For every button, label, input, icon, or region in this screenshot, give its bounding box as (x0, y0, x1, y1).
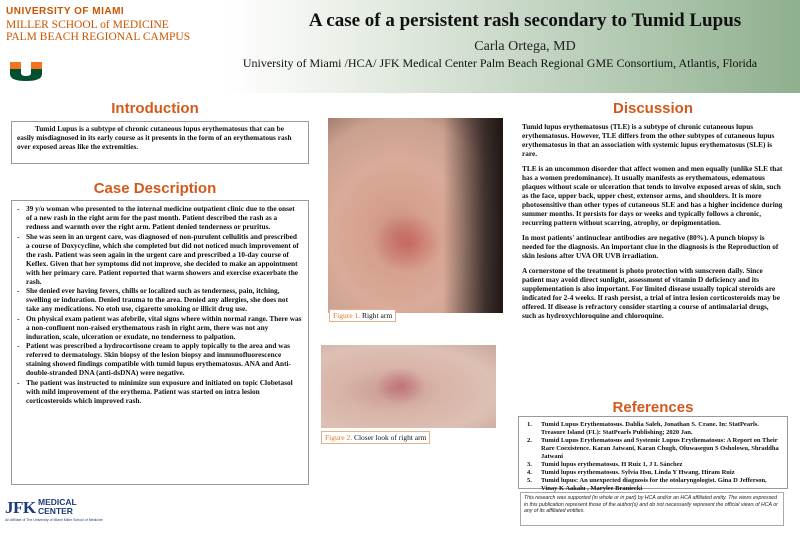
u-logo-icon (8, 60, 44, 82)
ref-text: Tumid Lupus Erythematosus. Dahlia Saleh, Jonathan S. Crane. In: StatPearls. Treasure Island (FL): StatPearls Publishing; 2020 Jan. (541, 421, 759, 436)
list-item (527, 437, 781, 461)
figure-1-photo (328, 118, 503, 313)
jfk-name (38, 498, 77, 515)
figure-2-text: Closer look of right arm (353, 433, 427, 442)
discussion-paragraph: A cornerstone of the treatment is photo protection with sunscreen daily. Since patient may avoid direct sunlight, assessment of vitamin D deficiency and its supplementation is also important. For limited disease usually topical steroids are indicated for 2-4 weeks. If rash persist, a trial of intra lesion corticosteroids may be offered. If disease is refractory consider starting a course of antimalarial drugs, such as hydroxychloroquine and chloroquine. (522, 266, 780, 320)
poster-title: A case of a persistent rash secondary to Tumid Lupus (308, 10, 742, 31)
ref-number: 5. (527, 477, 532, 484)
list-item (527, 477, 781, 493)
list-item: - On physical exam patient was afebrile, vital signs where within normal range. There was a non-confluent non-raised erythematous rash in right arm, there was not any induration, scale, ulceration or exudate, no tenderness to palpation. (26, 314, 302, 341)
figure-1-text: Right arm (361, 311, 393, 320)
ref-number: 2. (527, 437, 532, 444)
institution-name: UNIVERSITY OF MIAMI (6, 6, 125, 17)
list-item: - The patient was instructed to minimize sun exposure and initiated on topic Clobetasol with mild improvement of the erythema. Patient was started on intra lesion corticosteroids which improved rash. (26, 378, 302, 405)
discussion-heading: Discussion (612, 100, 694, 117)
ref-text: Tumid Lupus Erythematosus and Systemic Lupus Erythematosus: A Report on Their Rare Coexistence. Karan Jatwani, Karan Chugh, Oluwasegun S Osholowu, Shraddha Jatwani (541, 437, 779, 460)
list-item (527, 421, 781, 437)
discussion-paragraph: Tumid lupus erythematosus (TLE) is a subtype of chronic cutaneous lupus erythematosus. However, TLE differs from the other subtypes of cutaneous lupus erythematosus in that an association with systemic lupus erythematosus (SLE) is rare. (522, 122, 775, 158)
figure-1-caption (329, 309, 396, 322)
rash-area (376, 367, 426, 405)
ref-number: 4. (527, 469, 532, 476)
introduction-box (11, 121, 309, 164)
list-item: - 39 y/o woman who presented to the internal medicine outpatient clinic due to the onset of a new rash in the right arm for the past month. Patient described the rash as a redness and warmth over the right arm. Patient denied tenderness or pruritus. (26, 204, 302, 231)
case-description-heading: Case Description (93, 180, 217, 197)
discussion-box (518, 120, 788, 398)
figure-1-label: Figure 1. (333, 311, 361, 320)
jfk-mark: JFK (5, 498, 36, 517)
figure-2-caption (321, 431, 430, 444)
rash-area (373, 213, 443, 273)
references-box (518, 416, 788, 492)
ref-text: Tumid lupus: An unexpected diagnosis for the otolaryngologist. Gina D Jefferson, Vinay K Aakalu , Marylee Braniecki (541, 477, 767, 492)
hca-disclaimer: This research was supported (in whole or in part) by HCA and/or an HCA affiliated entity. The views expressed in this publication represent those of the author(s) and do not necessarily represent the official views of HCA or any of its affiliated entities. (520, 492, 784, 526)
jfk-line1: MEDICAL (38, 497, 77, 507)
discussion-paragraph: TLE is an uncommon disorder that affect women and men equally (unlike SLE that has a women predominance). It usually manifests as erythematous, edematous plaques without scale or ulceration that tends to involve exposed areas of skin, such as the face, upper back, upper chest, extensor arms, and shoulders. It is more photosensitive than other types of cutaneous SLE and has a higher incidence during summer months. It persists for days or weeks and typically follows a chronic, recurring pattern without scarring, atrophy, or depigmentation. (522, 164, 783, 227)
introduction-heading: Introduction (111, 100, 199, 117)
ref-text: Tumid lupus erythematosus. H Ruiz 1, J L Sánchez (541, 461, 683, 468)
list-item (527, 469, 781, 477)
references-list (519, 417, 787, 495)
discussion-paragraph: In most patients' antinuclear antibodies are negative (80%). A punch biopsy is needed for the diagnosis. An important clue in the diagnosis is the Reproduction of skin lesions after UVA OR UVB irradiation. (522, 233, 779, 260)
list-item: - Patient was prescribed a hydrocortisone cream to apply topically to the area and was referred to dermatology. Skin biopsy of the lesion biopsy and immunofluorescence staining showed findings compatible with tumid lupus erythematosus. ANA and Anti-double-stranded DNA (anti-dsDNA) were negative. (26, 341, 302, 377)
figure-2-label: Figure 2. (325, 433, 353, 442)
case-description-box (11, 200, 309, 485)
author-name: Carla Ortega, MD (474, 39, 576, 54)
ref-number: 3. (527, 461, 532, 468)
affiliation: University of Miami /HCA/ JFK Medical Center Palm Beach Regional GME Consortium, Atlantis, Florida (242, 56, 758, 70)
list-item (527, 461, 781, 469)
um-logo (6, 6, 201, 43)
ref-number: 1. (527, 421, 532, 428)
introduction-text: Tumid Lupus is a subtype of chronic cutaneous lupus erythematosus that can be easily misdiagnosed in its early course as it presents in the form of an erythematous rash over exposed areas like the extremities. (17, 124, 292, 151)
jfk-line2: CENTER (38, 505, 73, 516)
jfk-tagline: An Affiliate of The University of Miami Miller School of Medicine (5, 518, 103, 522)
ref-text: Tumid lupus erythematosus. Sylvia Hsu, Linda Y Hwang, Hiram Ruiz (541, 469, 735, 476)
list-item: - She denied ever having fevers, chills or localized such as tenderness, pain, itching, swelling or induration. Denied trauma to the area. Denied any allergies, she does not take any medications. No etoh use, cigarette smoking or illicit drug use. (26, 286, 302, 313)
references-heading: References (612, 399, 694, 416)
campus-name: PALM BEACH REGIONAL CAMPUS (6, 31, 191, 43)
list-item: - She was seen in an urgent care, was diagnosed of non-purulent cellulitis and prescribed a course of Doxycycline, which she completed but did not noticed much improvement of the rash. Patient was seen again in the urgent care and prescribed a 10-day course of Keflex. Given that her symptoms did not improve, she decided to make an appointment with her primary care. Patient reported that warm showers and exercise exacerbate the rash. (26, 232, 302, 286)
jfk-logo (5, 498, 125, 526)
photo-shadow (443, 118, 503, 313)
figure-2-photo (321, 345, 496, 428)
case-description-list (12, 201, 308, 407)
school-name: MILLER SCHOOL of MEDICINE (6, 19, 169, 31)
